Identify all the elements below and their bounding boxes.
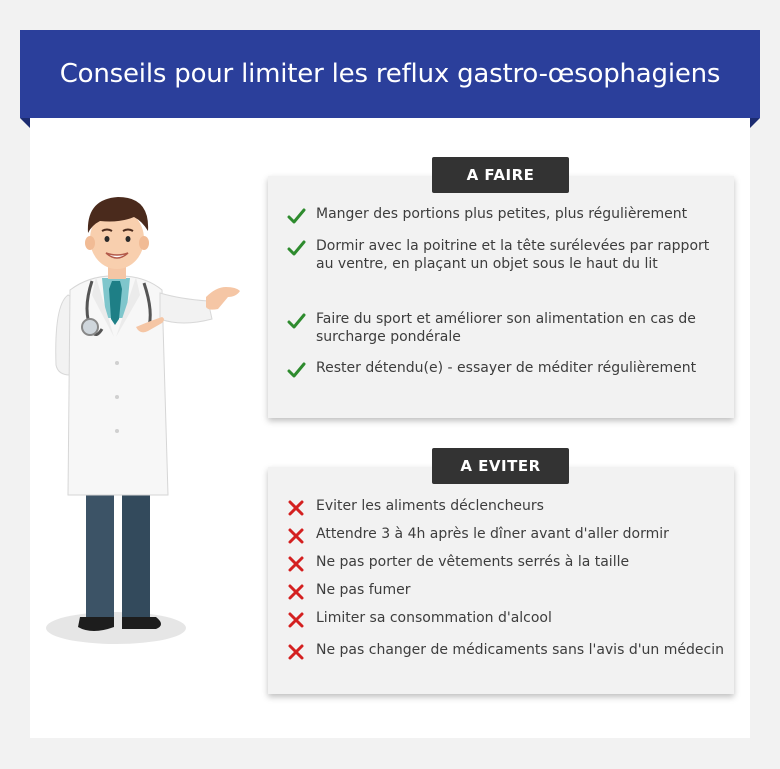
cross-icon: [286, 554, 306, 574]
avoid-item: Ne pas fumer: [316, 582, 411, 598]
ribbon-fold-left: [20, 118, 30, 128]
title-banner: [20, 30, 760, 118]
check-icon: [286, 311, 306, 331]
ribbon-fold-right: [750, 118, 760, 128]
do-item: Faire du sport et améliorer son alimentation en cas de surcharge pondérale: [316, 311, 696, 345]
cross-icon: [286, 526, 306, 546]
check-icon: [286, 206, 306, 226]
cross-icon: [286, 498, 306, 518]
do-section-label: A FAIRE: [432, 157, 569, 193]
cross-icon: [286, 642, 306, 662]
cross-icon: [286, 610, 306, 630]
cross-icon: [286, 582, 306, 602]
avoid-section-label: A EVITER: [432, 448, 569, 484]
check-icon: [286, 238, 306, 258]
avoid-item: Limiter sa consommation d'alcool: [316, 610, 552, 626]
avoid-item: Ne pas changer de médicaments sans l'avis d'un médecin: [316, 642, 724, 658]
check-icon: [286, 360, 306, 380]
do-item: Rester détendu(e) - essayer de méditer régulièrement: [316, 360, 697, 376]
doctor-illustration: [40, 185, 250, 655]
avoid-item: Ne pas porter de vêtements serrés à la taille: [316, 554, 630, 570]
avoid-item: Eviter les aliments déclencheurs: [316, 498, 544, 514]
do-item: Manger des portions plus petites, plus régulièrement: [316, 206, 688, 222]
avoid-item: Attendre 3 à 4h après le dîner avant d'aller dormir: [316, 526, 669, 542]
do-item: Dormir avec la poitrine et la tête surélevées par rapport au ventre, en plaçant un objet sous le haut du lit: [316, 238, 710, 272]
page-title: Conseils pour limiter les reflux gastro-œsophagiens: [59, 59, 721, 89]
